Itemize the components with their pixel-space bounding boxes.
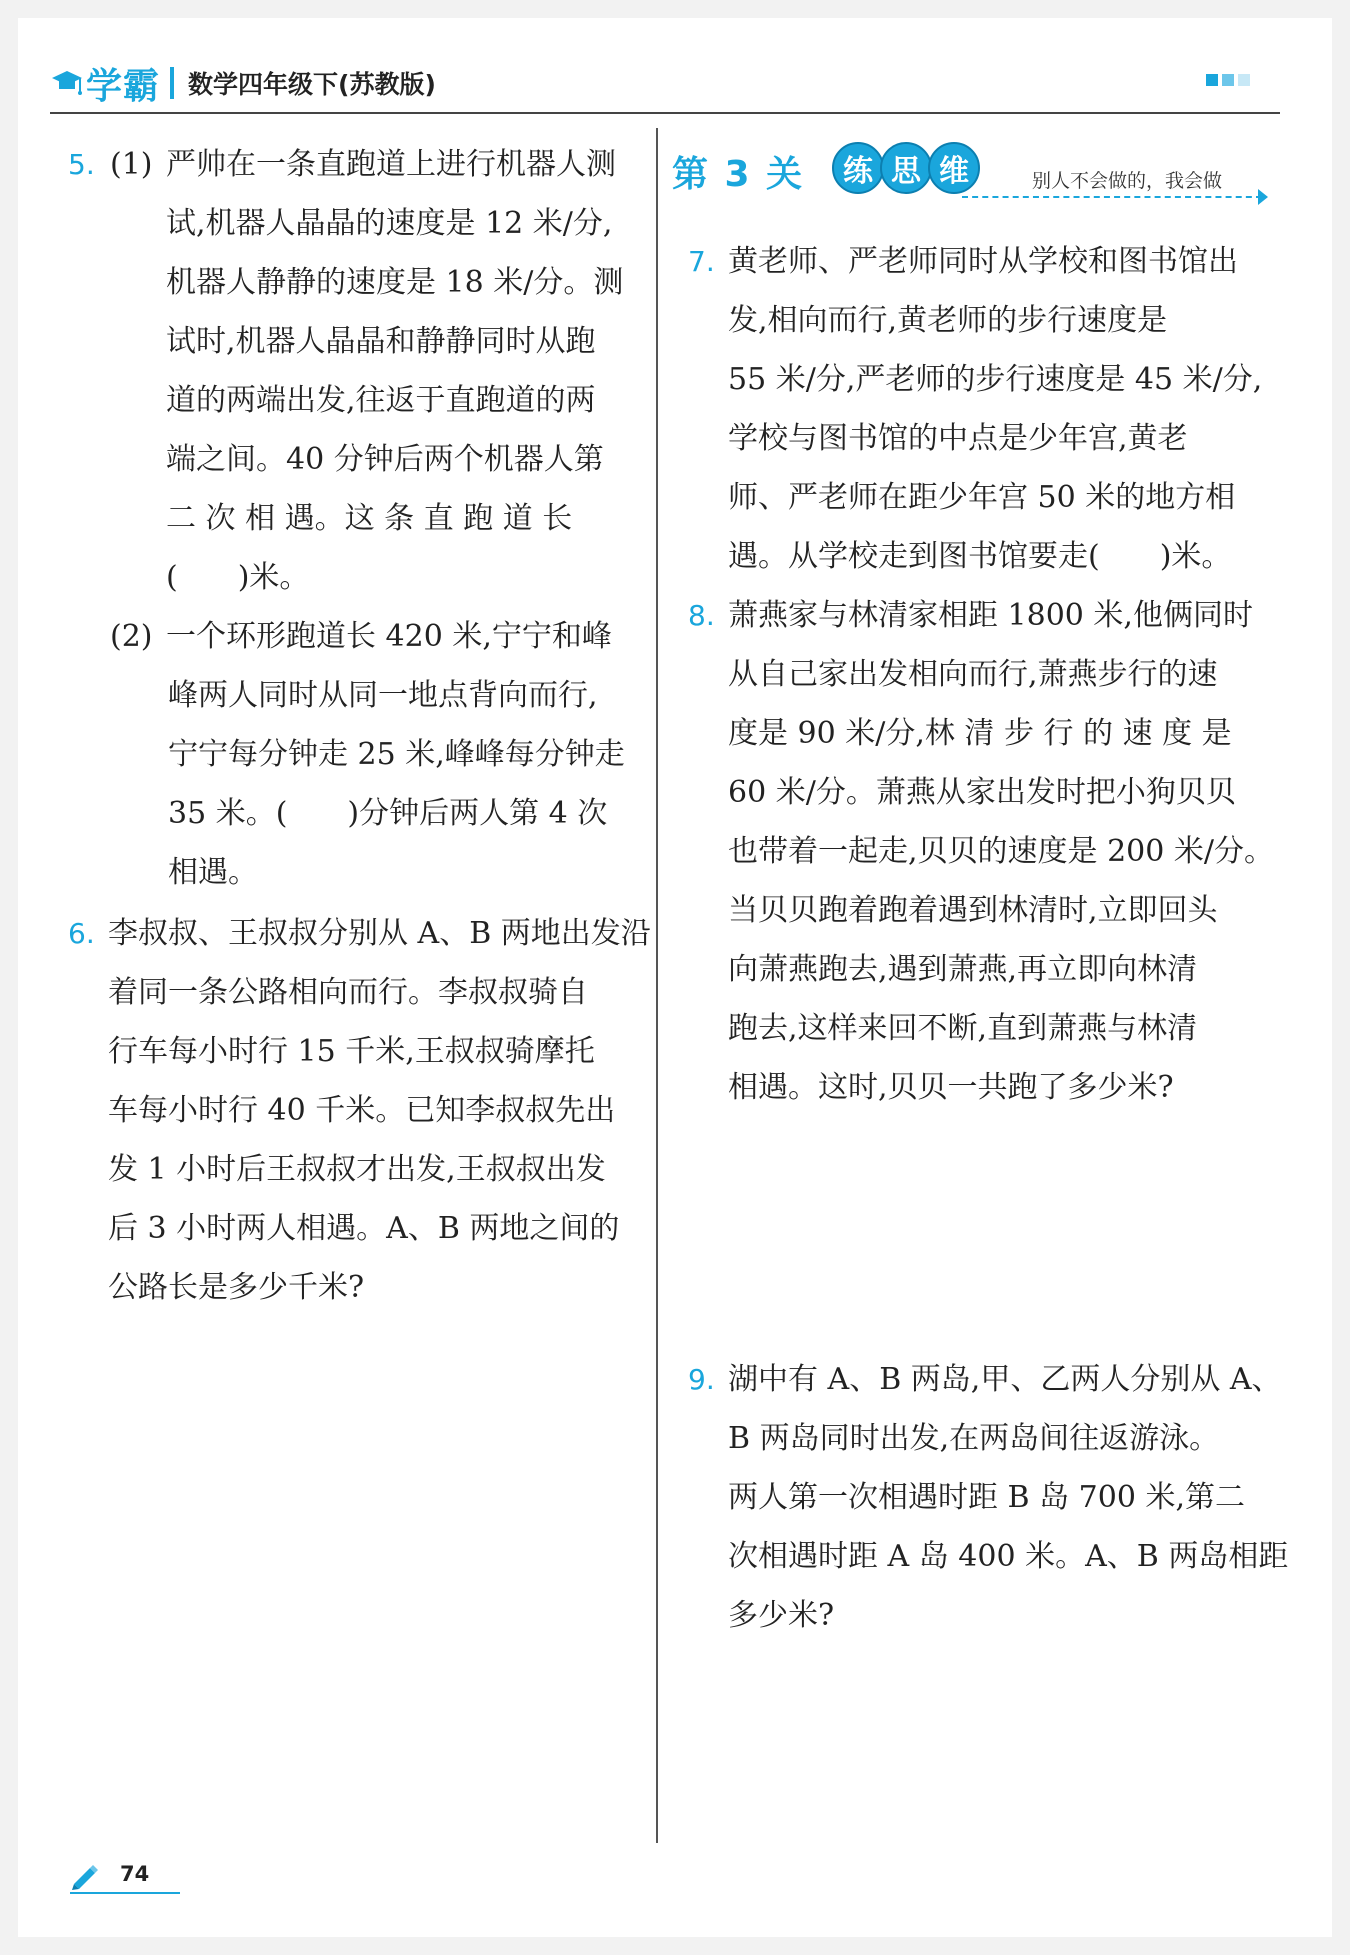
question-text-line: 严帅在一条直跑道上进行机器人测 (166, 147, 616, 182)
question-6 (68, 904, 658, 1317)
logo-divider (170, 67, 174, 99)
book-title: 数学四年级下(苏教版) (188, 70, 436, 99)
question-number: 9. (688, 1363, 715, 1396)
section-bubble: 练 (832, 142, 884, 194)
question-text-line: 相遇。 (168, 855, 258, 890)
header-rule (50, 112, 1280, 114)
part-label: (1) (110, 147, 153, 182)
footer-rule (70, 1892, 180, 1894)
question-text-line: 宁宁每分钟走 25 米,峰峰每分钟走 (168, 737, 625, 772)
question-text-line: 黄老师、严老师同时从学校和图书馆出 (728, 244, 1238, 279)
page-number: 74 (120, 1862, 150, 1886)
question-number: 6. (68, 917, 95, 950)
pencil-icon (70, 1862, 100, 1890)
question-text-line: 度是 90 米/分,林 清 步 行 的 速 度 是 (728, 716, 1232, 751)
section-bubble: 思 (880, 142, 932, 194)
question-text-line: 车每小时行 40 千米。已知李叔叔先出 (108, 1093, 616, 1128)
question-text-line: B 两岛同时出发,在两岛间往返游泳。 (728, 1421, 1220, 1456)
page-header (50, 48, 1280, 118)
dotted-rule (962, 196, 1262, 198)
question-text-line: 向萧燕跑去,遇到萧燕,再立即向林清 (728, 952, 1198, 987)
question-8 (688, 586, 1288, 1117)
question-text-line: 跑去,这样来回不断,直到萧燕与林清 (728, 1011, 1198, 1046)
question-text-line: 55 米/分,严老师的步行速度是 45 米/分, (728, 362, 1263, 397)
question-text-line: 萧燕家与林清家相距 1800 米,他俩同时 (728, 598, 1253, 633)
question-text-line: 后 3 小时两人相遇。A、B 两地之间的 (108, 1211, 620, 1246)
section-subtitle: 别人不会做的，我会做 (1032, 170, 1223, 192)
question-text-line: 机器人静静的速度是 18 米/分。测 (166, 265, 624, 300)
part-label: (2) (110, 619, 153, 654)
question-text-line: 行车每小时行 15 千米,王叔叔骑摩托 (108, 1034, 595, 1069)
graduation-cap-icon (50, 66, 84, 100)
question-text-line: 师、严老师在距少年宫 50 米的地方相 (728, 480, 1236, 515)
question-text-line: 公路长是多少千米? (108, 1270, 365, 1305)
question-text-line: 发,相向而行,黄老师的步行速度是 (728, 303, 1168, 338)
answer-blank-line: ( )米。 (166, 560, 310, 595)
answer-blank-line: 遇。从学校走到图书馆要走( )米。 (728, 539, 1232, 574)
section-bubble: 维 (928, 142, 980, 194)
logo-text: 学霸 (86, 65, 161, 107)
question-7 (688, 232, 1288, 586)
question-text-line: 二 次 相 遇。这 条 直 跑 道 长 (166, 501, 573, 536)
question-text-line: 着同一条公路相向而行。李叔叔骑自 (108, 975, 588, 1010)
arrow-right-icon (1258, 189, 1268, 205)
question-number: 7. (688, 245, 715, 278)
decor-square (1238, 74, 1250, 86)
question-text-line: 端之间。40 分钟后两个机器人第 (166, 442, 604, 477)
answer-blank-line: 35 米。( )分钟后两人第 4 次 (168, 796, 608, 831)
question-text-line: 试时,机器人晶晶和静静同时从跑 (166, 324, 596, 359)
header-decoration (1206, 74, 1250, 86)
question-text-line: 一个环形跑道长 420 米,宁宁和峰 (166, 619, 612, 654)
question-text-line: 湖中有 A、B 两岛,甲、乙两人分别从 A、 (728, 1362, 1282, 1397)
question-text-line: 从自己家出发相向而行,萧燕步行的速 (728, 657, 1218, 692)
question-text-line: 李叔叔、王叔叔分别从 A、B 两地出发沿 (108, 916, 651, 951)
question-number: 5. (68, 148, 95, 181)
brand-logo (50, 58, 436, 108)
decor-square (1222, 74, 1234, 86)
decor-square (1206, 74, 1218, 86)
question-text-line: 道的两端出发,往返于直跑道的两 (166, 383, 596, 418)
question-text-line: 60 米/分。萧燕从家出发时把小狗贝贝 (728, 775, 1236, 810)
question-text-line: 试,机器人晶晶的速度是 12 米/分, (166, 206, 613, 241)
question-text-line: 峰两人同时从同一地点背向而行, (168, 678, 598, 713)
question-text-line: 也带着一起走,贝贝的速度是 200 米/分。 (728, 834, 1274, 869)
question-5 (68, 135, 658, 902)
section-title: 第 3 关 (672, 154, 805, 195)
question-number: 8. (688, 599, 715, 632)
question-text-line: 两人第一次相遇时距 B 岛 700 米,第二 (728, 1480, 1245, 1515)
question-text-line: 学校与图书馆的中点是少年宫,黄老 (728, 421, 1188, 456)
section-banner (672, 142, 1272, 202)
question-text-line: 相遇。这时,贝贝一共跑了多少米? (728, 1070, 1174, 1105)
question-text-line: 当贝贝跑着跑着遇到林清时,立即回头 (728, 893, 1218, 928)
question-text-line: 多少米? (728, 1598, 835, 1633)
question-text-line: 次相遇时距 A 岛 400 米。A、B 两岛相距 (728, 1539, 1289, 1574)
page-footer (70, 1858, 180, 1894)
question-9 (688, 1350, 1288, 1645)
question-text-line: 发 1 小时后王叔叔才出发,王叔叔出发 (108, 1152, 606, 1187)
